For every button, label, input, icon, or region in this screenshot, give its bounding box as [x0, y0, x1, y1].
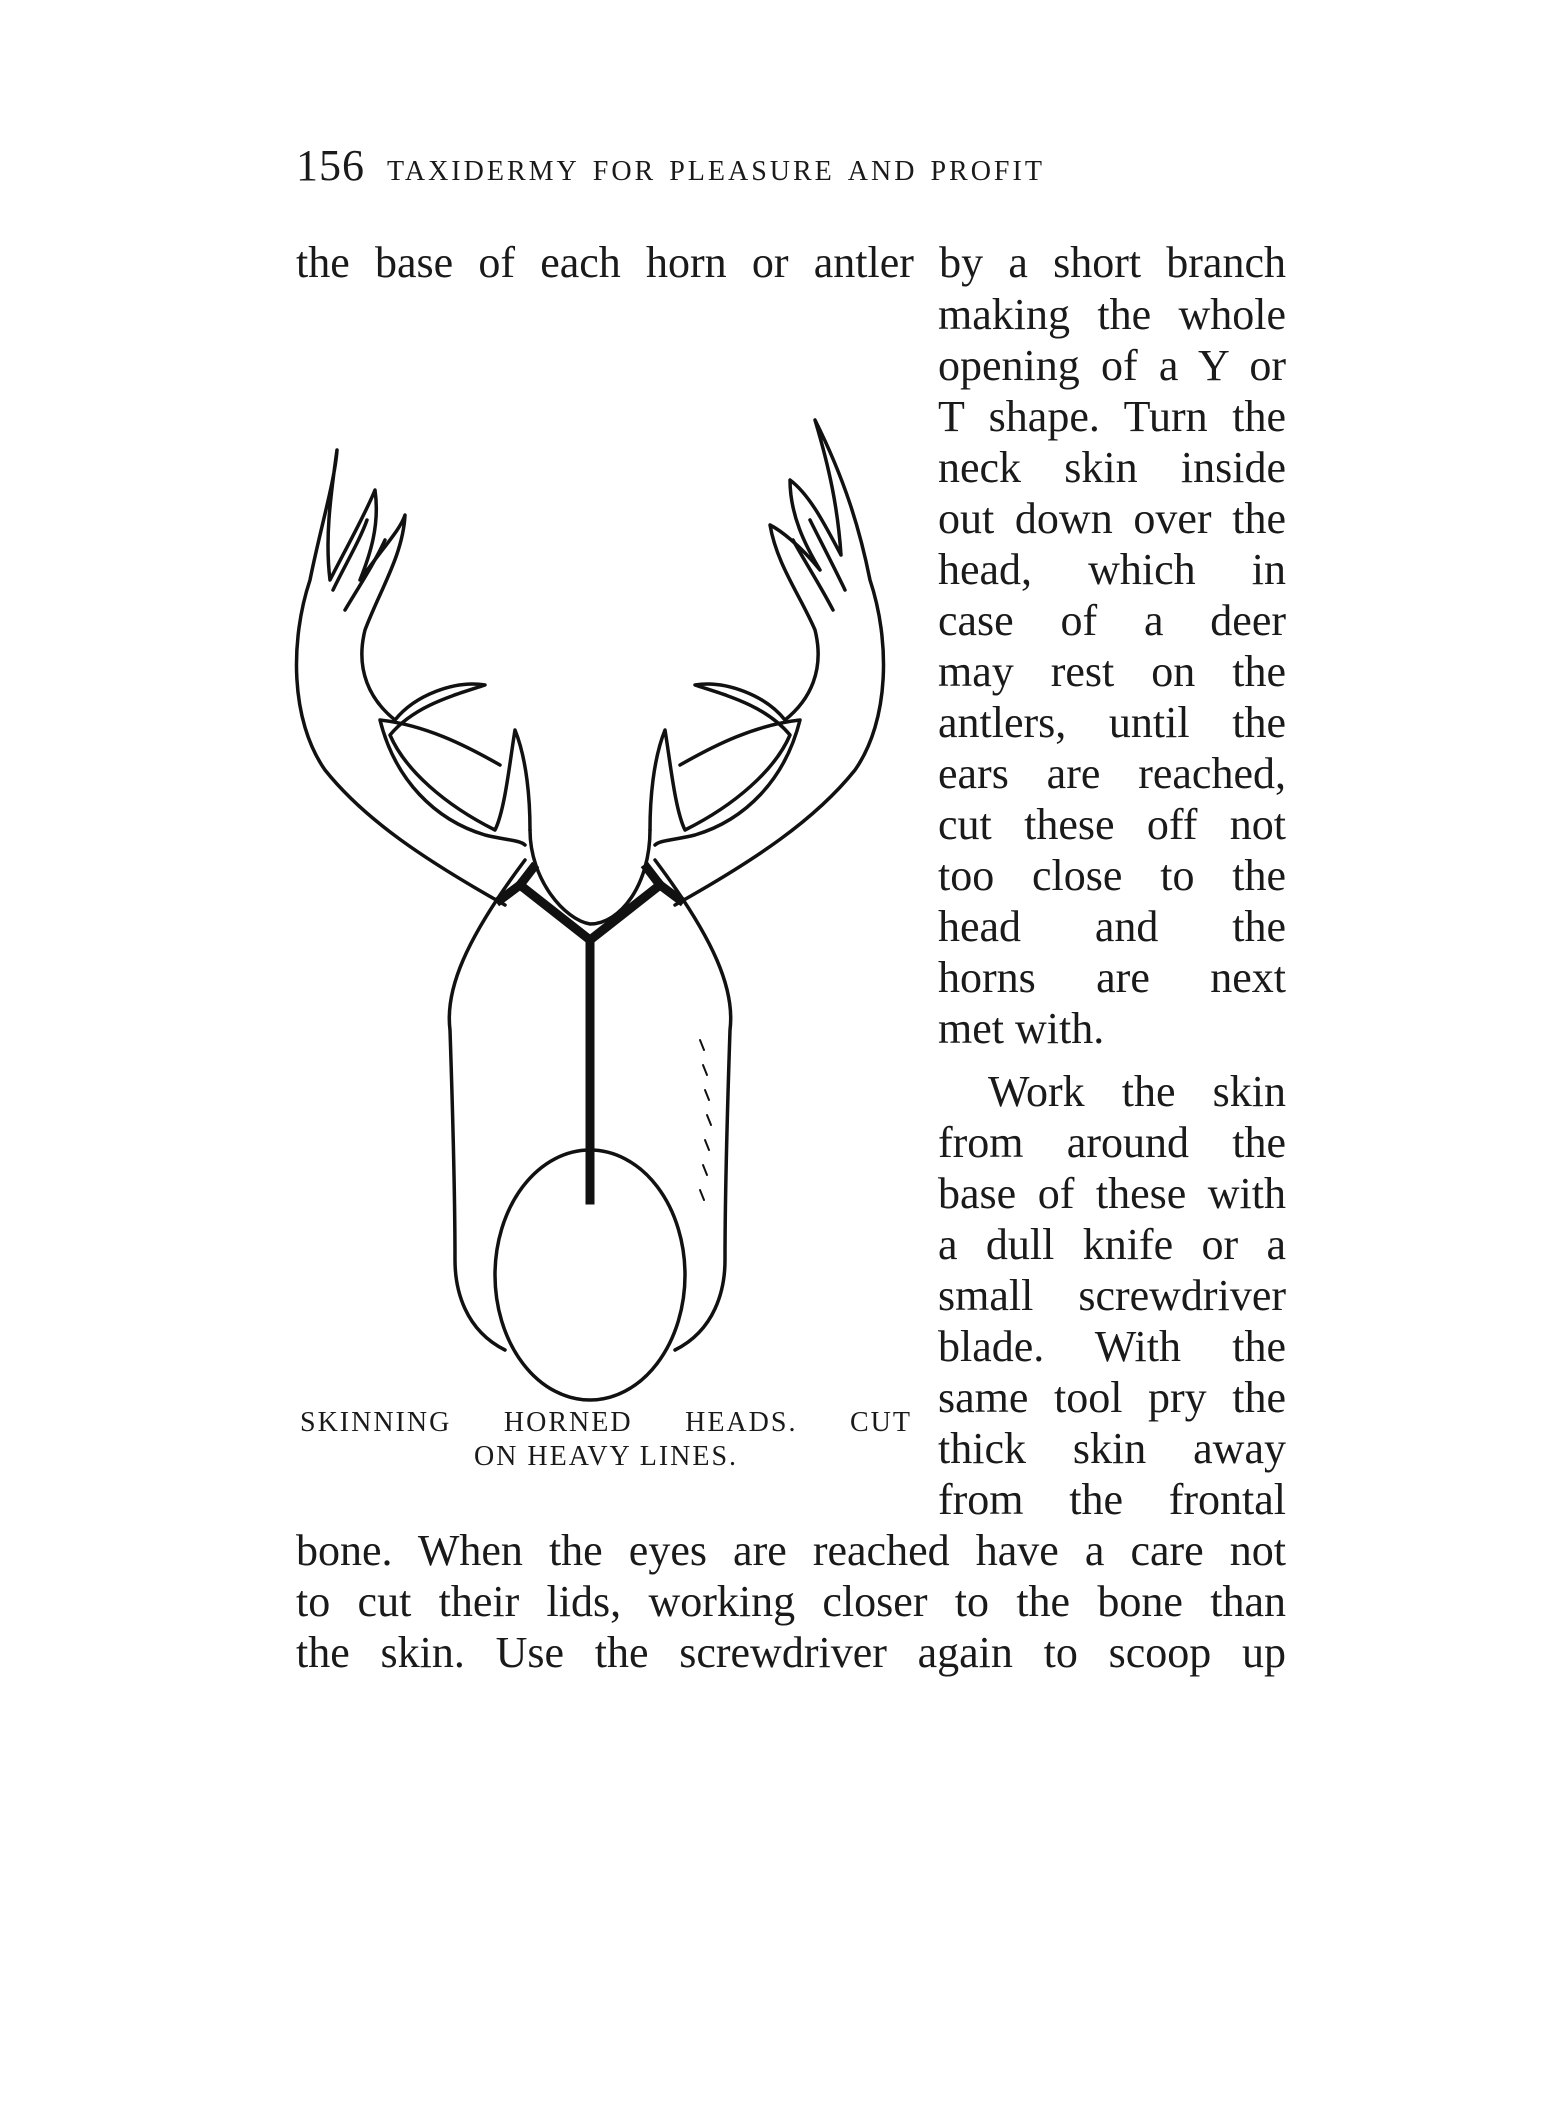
text-line: too close to the: [938, 851, 1286, 900]
right-antler: [650, 420, 884, 905]
text-line: blade. With the: [938, 1322, 1286, 1371]
text-line: out down over the: [938, 494, 1286, 543]
deer-head-illustration: [285, 340, 895, 1430]
text-line: met with.: [938, 1004, 1105, 1053]
text-line-bottom: the skin. Use the screwdriver again to scoop up: [296, 1628, 1286, 1677]
text-line: antlers, until the: [938, 698, 1286, 747]
running-header: [296, 140, 1296, 191]
figure-caption: [300, 1406, 912, 1474]
left-ear: [380, 720, 525, 845]
text-line: case of a deer: [938, 596, 1286, 645]
text-line: making the whole: [938, 290, 1286, 339]
text-line: opening of a Y or: [938, 341, 1286, 390]
text-line: T shape. Turn the: [938, 392, 1286, 441]
text-line: neck skin inside: [938, 443, 1286, 492]
text-line: may rest on the: [938, 647, 1286, 696]
cut-lines: [500, 868, 680, 1200]
caption-line-2: ON HEAVY LINES.: [473, 1441, 739, 1472]
text-line: head and the: [938, 902, 1286, 951]
text-line: from around the: [938, 1118, 1286, 1167]
text-line: same tool pry the: [938, 1373, 1286, 1422]
face-outline: [449, 860, 525, 1350]
text-line: a dull knife or a: [938, 1220, 1286, 1269]
right-ear: [655, 720, 800, 845]
text-line: small screwdriver: [938, 1271, 1286, 1320]
text-line: thick skin away: [938, 1424, 1286, 1473]
text-line: from the frontal: [938, 1475, 1286, 1524]
text-line: cut these off not: [938, 800, 1286, 849]
page-number: 156: [296, 141, 365, 190]
text-line: ears are reached,: [938, 749, 1286, 798]
text-line-bottom: to cut their lids, working closer to the bone than: [296, 1577, 1286, 1626]
text-line-bottom: bone. When the eyes are reached have a care not: [296, 1526, 1286, 1575]
text-line: base of these with: [938, 1169, 1286, 1218]
text-line-top: the base of each horn or antler by a short branch: [296, 238, 1286, 287]
text-line: horns are next: [938, 953, 1286, 1002]
running-title: taxidermy for pleasure and profit: [387, 144, 1045, 189]
text-line: Work the skin: [988, 1067, 1286, 1116]
text-line: head, which in: [938, 545, 1286, 594]
caption-line-1: SKINNING HORNED HEADS. CUT: [300, 1407, 912, 1438]
